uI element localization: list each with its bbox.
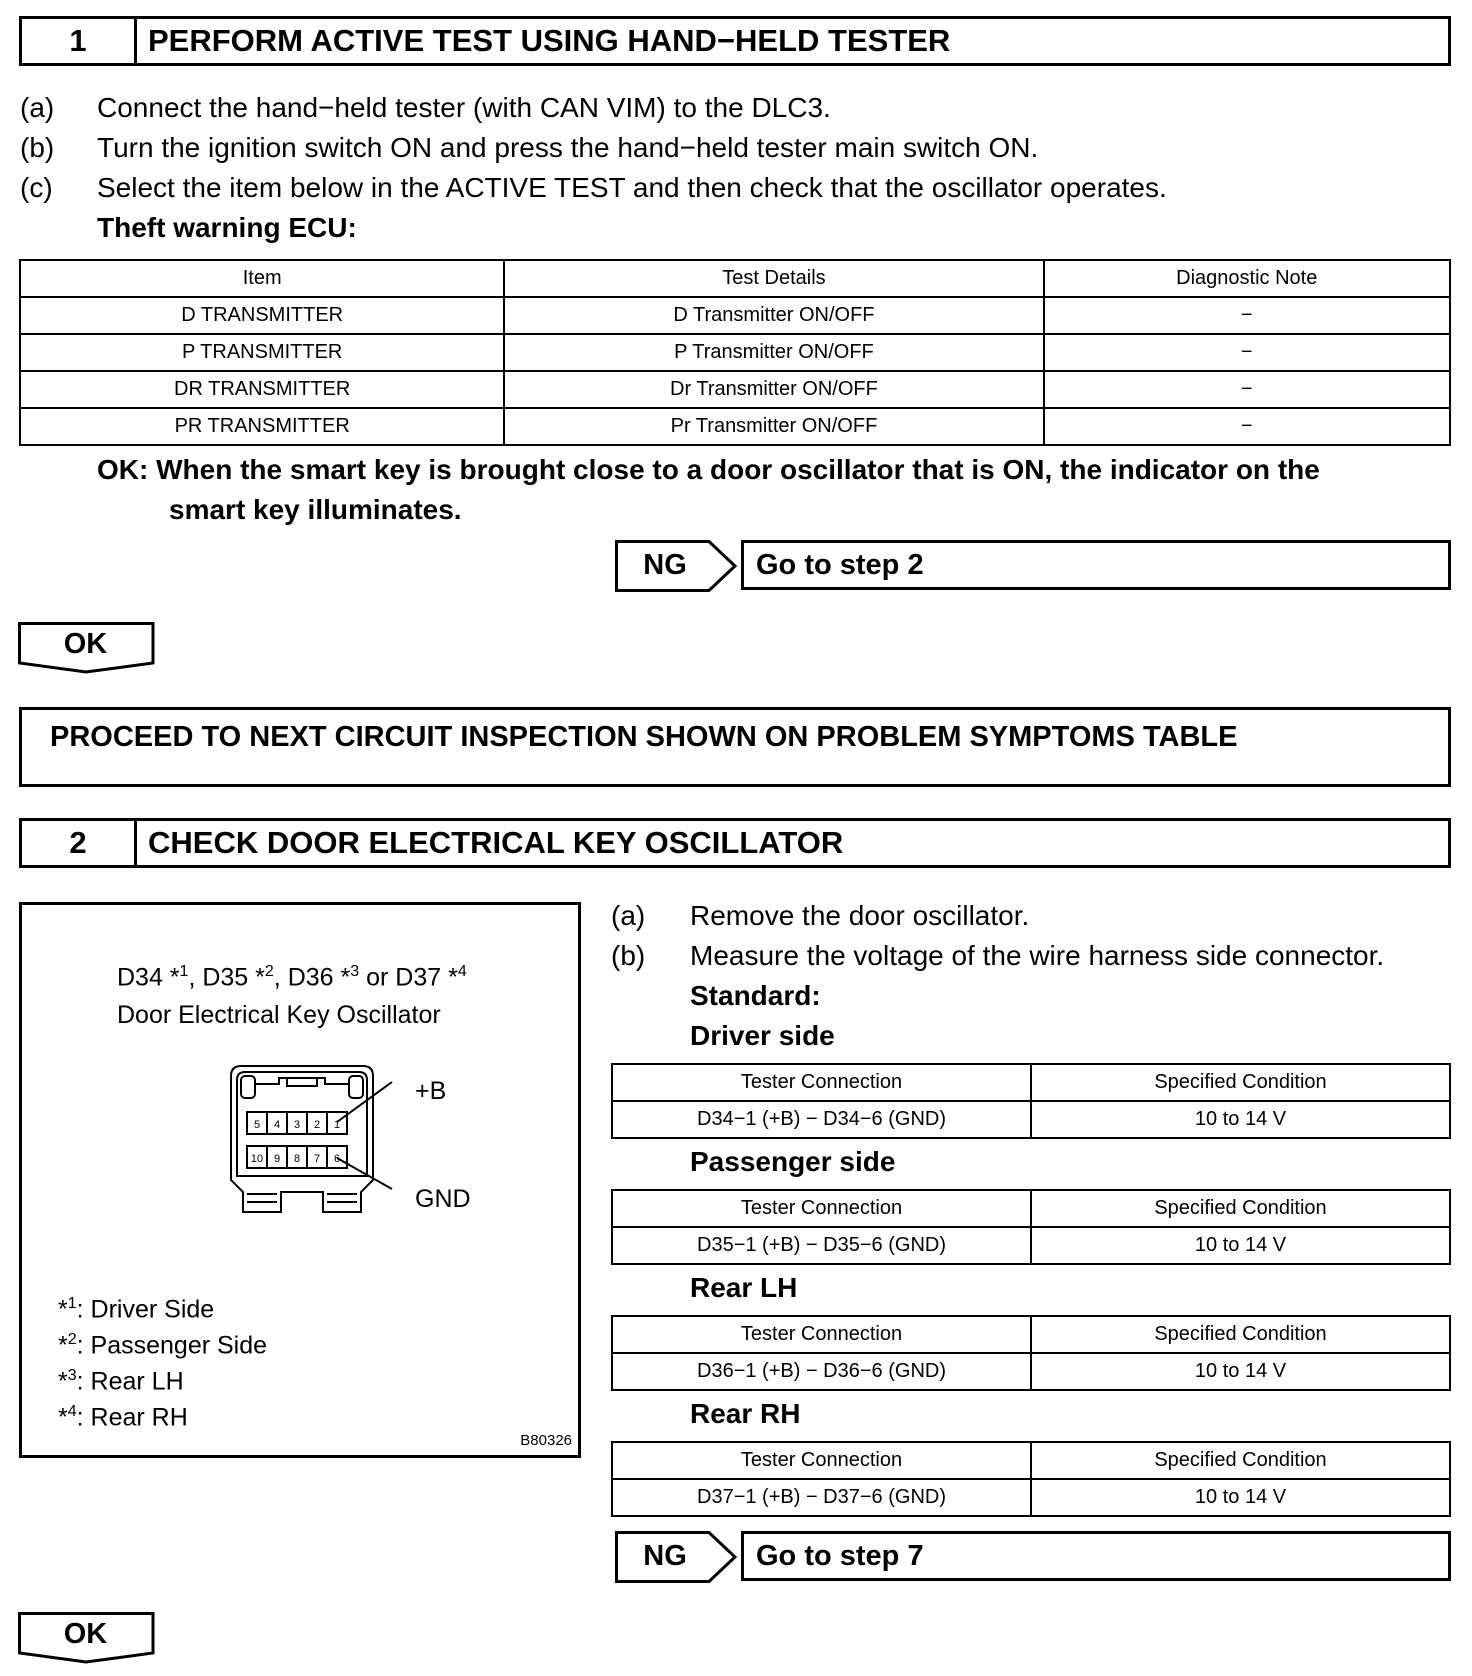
- ok-branch-step1: [18, 622, 158, 674]
- table-row: [20, 371, 1450, 408]
- pin-label: 2: [313, 1119, 321, 1131]
- table-cell: 10 to 14 V: [1031, 1353, 1450, 1390]
- item-label: (a): [611, 900, 646, 931]
- instruction-text: Measure the voltage of the wire harness side connector.: [690, 940, 1385, 971]
- pin-label: 9: [273, 1153, 281, 1165]
- gnd-label: GND: [415, 1185, 471, 1213]
- table-cell: Pr Transmitter ON/OFF: [504, 408, 1043, 445]
- table-cell: D Transmitter ON/OFF: [504, 297, 1043, 334]
- step-number: 2: [22, 821, 137, 865]
- pin-label: 3: [293, 1119, 301, 1131]
- item-label: (b): [20, 132, 55, 163]
- active-test-table: [19, 259, 1451, 446]
- step-title: CHECK DOOR ELECTRICAL KEY OSCILLATOR: [148, 825, 844, 860]
- table-cell: P TRANSMITTER: [20, 334, 504, 371]
- pin-label: 6: [333, 1153, 341, 1165]
- item-label: (b): [611, 940, 646, 971]
- subheading: Theft warning ECU:: [97, 212, 357, 243]
- figure-caption: Door Electrical Key Oscillator: [117, 1001, 441, 1029]
- pin-label: 7: [313, 1153, 321, 1165]
- table-cell: D34−1 (+B) − D34−6 (GND): [612, 1101, 1031, 1138]
- table-header: Diagnostic Note: [1044, 260, 1450, 297]
- step-2-header: [19, 818, 1451, 868]
- item-label: (c): [20, 172, 53, 203]
- table-row: [612, 1101, 1450, 1138]
- proceed-box: [19, 707, 1451, 787]
- table-cell: −: [1044, 371, 1450, 408]
- ng-label: NG: [643, 548, 687, 581]
- proceed-text: PROCEED TO NEXT CIRCUIT INSPECTION SHOWN ON PROBLEM SYMPTOMS TABLE: [50, 721, 1238, 753]
- table-header: Specified Condition: [1031, 1316, 1450, 1353]
- ng-branch-step1: [615, 540, 1451, 590]
- pin-label: 5: [253, 1119, 261, 1131]
- table-cell: PR TRANSMITTER: [20, 408, 504, 445]
- step-title: PERFORM ACTIVE TEST USING HAND−HELD TESTER: [148, 23, 951, 58]
- table-header: Test Details: [504, 260, 1043, 297]
- table-cell: P Transmitter ON/OFF: [504, 334, 1043, 371]
- ng-branch-step2: [615, 1531, 1451, 1581]
- ng-goto-link[interactable]: Go to step 2: [741, 540, 1451, 590]
- table-cell: −: [1044, 297, 1450, 334]
- table-cell: D TRANSMITTER: [20, 297, 504, 334]
- table-cell: 10 to 14 V: [1031, 1227, 1450, 1264]
- connector-figure: [19, 902, 581, 1458]
- instruction-text: Remove the door oscillator.: [690, 900, 1030, 931]
- table-header: Tester Connection: [612, 1316, 1031, 1353]
- ok-label: OK: [63, 627, 108, 660]
- table-row: [612, 1479, 1450, 1516]
- ok-criteria-continued: smart key illuminates.: [169, 494, 462, 525]
- pin-label: 1: [333, 1119, 341, 1131]
- instruction-text: Select the item below in the ACTIVE TEST and then check that the oscillator operates.: [97, 172, 1167, 203]
- table-header: Specified Condition: [1031, 1442, 1450, 1479]
- plus-b-label: +B: [415, 1077, 447, 1105]
- spec-table-driver: [611, 1063, 1451, 1139]
- pin-label: 10: [250, 1153, 264, 1165]
- table-header: Specified Condition: [1031, 1064, 1450, 1101]
- table-cell: D37−1 (+B) − D37−6 (GND): [612, 1479, 1031, 1516]
- figure-note: *$^3$: Rear LH: [58, 1367, 184, 1396]
- ng-label: NG: [643, 1539, 687, 1572]
- side-heading: Passenger side: [690, 1146, 896, 1177]
- figure-note: *$^1$: Driver Side: [58, 1295, 215, 1324]
- table-cell: 10 to 14 V: [1031, 1101, 1450, 1138]
- table-header: Specified Condition: [1031, 1190, 1450, 1227]
- instruction-text: Connect the hand−held tester (with CAN VIM) to the DLC3.: [97, 92, 831, 123]
- figure-note: *$^2$: Passenger Side: [58, 1331, 268, 1360]
- step-1-header: [19, 16, 1451, 66]
- figure-code: B80326: [520, 1432, 572, 1449]
- table-cell: Dr Transmitter ON/OFF: [504, 371, 1043, 408]
- table-cell: −: [1044, 334, 1450, 371]
- pin-label: 8: [293, 1153, 301, 1165]
- table-row: [20, 334, 1450, 371]
- table-header: Tester Connection: [612, 1064, 1031, 1101]
- pin-label: 4: [273, 1119, 281, 1131]
- ng-goto-link[interactable]: Go to step 7: [741, 1531, 1451, 1581]
- side-heading: Rear RH: [690, 1398, 801, 1429]
- table-row: [20, 297, 1450, 334]
- spec-table-passenger: [611, 1189, 1451, 1265]
- ok-criteria: OK: When the smart key is brought close to a door oscillator that is ON, the indicator on the: [97, 454, 1320, 485]
- side-heading: Rear LH: [690, 1272, 798, 1303]
- instruction-text: Turn the ignition switch ON and press the hand−held tester main switch ON.: [97, 132, 1039, 163]
- table-cell: 10 to 14 V: [1031, 1479, 1450, 1516]
- table-row: [612, 1227, 1450, 1264]
- spec-table-rear-lh: [611, 1315, 1451, 1391]
- side-heading: Driver side: [690, 1020, 835, 1051]
- ok-branch-step2: [18, 1612, 158, 1664]
- table-cell: −: [1044, 408, 1450, 445]
- standard-heading: Standard:: [690, 980, 821, 1011]
- figure-connector-ids: D34 *$^1$, D35 *$^2$, D36 *$^3$ or D37 *$^4$: [117, 963, 467, 992]
- table-header: Tester Connection: [612, 1190, 1031, 1227]
- table-cell: D35−1 (+B) − D35−6 (GND): [612, 1227, 1031, 1264]
- table-row: [612, 1353, 1450, 1390]
- spec-table-rear-rh: [611, 1441, 1451, 1517]
- ok-label: OK: [63, 1617, 108, 1650]
- step-number: 1: [22, 19, 137, 63]
- table-header: Tester Connection: [612, 1442, 1031, 1479]
- table-row: [20, 408, 1450, 445]
- figure-note: *$^4$: Rear RH: [58, 1403, 188, 1432]
- connector-diagram-icon: [227, 1062, 437, 1222]
- table-header: Item: [20, 260, 504, 297]
- table-cell: D36−1 (+B) − D36−6 (GND): [612, 1353, 1031, 1390]
- table-cell: DR TRANSMITTER: [20, 371, 504, 408]
- item-label: (a): [20, 92, 55, 123]
